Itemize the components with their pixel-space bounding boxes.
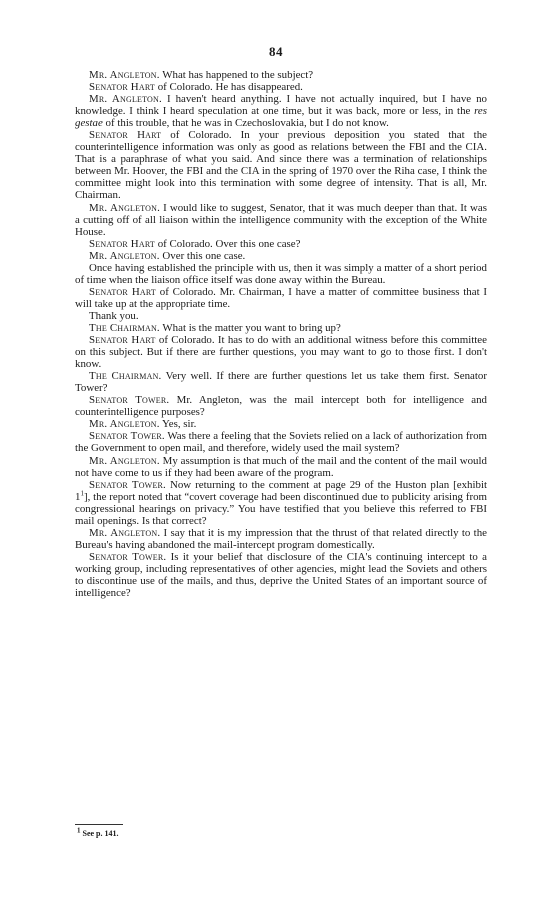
paragraph-text: I haven't heard anything. I have not actually inquired, but I have no knowledge. I think I heard speculation at one time, but it was back, more or less, in the: [75, 93, 488, 118]
speaker-name: Senator Tower.: [89, 394, 170, 407]
footnote: [77, 826, 377, 839]
paragraph-text: I would like to suggest, Senator, that it was much deeper than that. It was a cutting off of all liaison within the intelligence community with the exception of the White House.: [75, 201, 487, 238]
paragraph-text: My assumption is that much of the mail and the content of the mail would not have come to us if they had been aware of the program.: [75, 454, 487, 479]
transcript-body: [75, 69, 487, 599]
speaker-name: Mr. Angleton.: [89, 454, 160, 467]
paragraph-text: res gestae: [75, 105, 487, 130]
speaker-name: Mr. Angleton.: [89, 249, 160, 262]
transcript-paragraph: [75, 202, 487, 238]
paragraph-text: of Colorado. Over this one case?: [157, 237, 301, 250]
paragraph-text: Over this one case.: [162, 249, 246, 262]
paragraph-text: ], the report noted that “covert coverage had been discontinued due to publicity arising from congressional hearings on privacy.” You have testified that you believe this referred to FBI mail openings. Is that correct?: [75, 490, 487, 527]
speaker-name: Senator Hart: [89, 81, 155, 94]
paragraph-text: What is the matter you want to bring up?: [162, 321, 341, 334]
speaker-name: Mr. Angleton.: [89, 69, 160, 81]
paragraph-text: I say that it is my impression that the thrust of that related directly to the Bureau's having abandoned the mail-intercept program domestically.: [75, 526, 487, 551]
transcript-paragraph: [75, 551, 487, 599]
transcript-paragraph: [75, 250, 487, 262]
paragraph-text: Very well. If there are further questions let us take them first. Senator Tower?: [75, 370, 487, 395]
speaker-name: Mr. Angleton.: [89, 418, 160, 431]
transcript-paragraph: [75, 394, 487, 418]
paragraph-text: Is it your belief that disclosure of the CIA's continuing intercept to a working group, including representatives of other agencies, might lead the Soviets and others to discontinue use of the mails, and thus, deprive the United States of an important source of intelligence?: [75, 550, 487, 600]
transcript-paragraph: [75, 334, 487, 370]
speaker-name: Senator Tower.: [89, 550, 167, 563]
transcript-paragraph: [75, 262, 487, 286]
speaker-name: Senator Hart: [89, 237, 155, 250]
transcript-paragraph: [75, 129, 487, 201]
footnote-marker: 1: [77, 826, 81, 835]
paragraph-text: Yes, sir.: [162, 418, 197, 431]
transcript-paragraph: [75, 322, 487, 334]
speaker-name: Mr. Angleton.: [89, 526, 161, 539]
transcript-paragraph: [75, 418, 487, 430]
page-number: 84: [269, 44, 283, 59]
speaker-name: Senator Tower.: [89, 478, 166, 491]
speaker-name: The Chairman.: [89, 370, 162, 383]
speaker-name: Mr. Angleton.: [89, 93, 162, 106]
paragraph-text: of Colorado. In your previous deposition you stated that the counterintelligence information was only as good as relations between the FBI and the CIA. That is a paraphrase of what you said. And since there was a termination of relationships between Mr. Hoover, the FBI and the CIA in the spring of 1970 over the Riha case, I think the committee might look into this termination with some degree of intensity. That is all, Mr. Chairman.: [75, 129, 487, 202]
transcript-paragraph: [75, 69, 487, 81]
paragraph-text: of this trouble, that he was in Czechoslovakia, but I do not know.: [102, 117, 389, 130]
footnote-reference: 1: [80, 489, 84, 498]
transcript-paragraph: [75, 370, 487, 394]
transcript-paragraph: [75, 238, 487, 250]
speaker-name: Senator Tower.: [89, 430, 165, 443]
paragraph-text: Mr. Angleton, was the mail intercept both for intelligence and counterintelligence purposes?: [75, 394, 487, 419]
transcript-paragraph: [75, 479, 487, 527]
paragraph-text: of Colorado. Mr. Chairman, I have a matter of committee business that I will take up at the appropriate time.: [75, 285, 487, 310]
paragraph-text: Once having established the principle with us, then it was simply a matter of a short period of time when the liaison office itself was done away within the Bureau.: [75, 261, 487, 286]
footnote-text: See p. 141.: [82, 829, 119, 838]
transcript-paragraph: [75, 527, 487, 551]
paragraph-text: Thank you.: [89, 309, 139, 322]
transcript-paragraph: [75, 93, 487, 129]
transcript-paragraph: [75, 81, 487, 93]
paragraph-text: Now returning to the comment at page 29 of the Huston plan [exhibit 1: [75, 478, 488, 503]
transcript-paragraph: [75, 430, 487, 454]
speaker-name: Mr. Angleton.: [89, 201, 161, 214]
speaker-name: Senator Hart: [89, 285, 157, 298]
footnote-rule: [75, 824, 123, 825]
paragraph-text: of Colorado. It has to do with an additional witness before this committee on this subject. But if there are further questions, you may want to go to those first. I don't know.: [75, 334, 487, 371]
paragraph-text: Was there a feeling that the Soviets relied on a lack of authorization from the Government to open mail, and therefore, widely used the mail system?: [75, 430, 487, 455]
transcript-paragraph: [75, 286, 487, 310]
transcript-paragraph: [75, 455, 487, 479]
speaker-name: The Chairman.: [89, 321, 160, 334]
speaker-name: Senator Hart: [89, 129, 162, 142]
speaker-name: Senator Hart: [89, 334, 156, 347]
transcript-paragraph: [75, 310, 487, 322]
paragraph-text: of Colorado. He has disappeared.: [157, 81, 303, 94]
paragraph-text: What has happened to the subject?: [162, 69, 314, 81]
